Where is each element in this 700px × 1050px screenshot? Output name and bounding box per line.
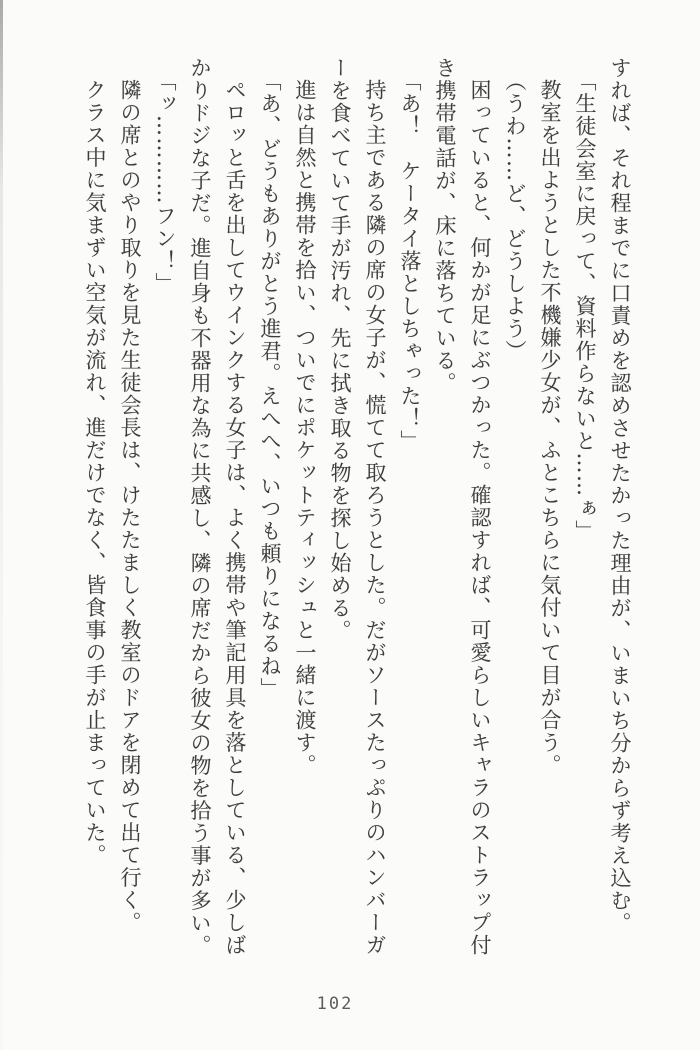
thought-line: （うわ……ど、どうしよう）	[503, 70, 527, 363]
paragraph-line: クラス中に気まずい空気が流れ、進だけでなく、皆食事の手が止まっていた。	[83, 79, 107, 867]
paragraph-line: 困っていると、何かが足にぶつかった。確認すれば、可愛らしいキャラのストラップ付き携帯電話が、床に落ちている。	[433, 57, 492, 957]
paragraph-line: すれば、それ程までに口責めを認めさせたかった理由が、いまいち分からず考え込む。	[608, 57, 632, 935]
paragraph-line: ペロッと舌を出してウインクする女子は、よく携帯や筆記用具を落としている、少しばかりドジな子だ。進自身も不器用な為に共感し、隣の席だから彼女の物を拾う事が多い。	[188, 57, 247, 957]
page-number: 102	[316, 994, 354, 1014]
scan-edge-shadow	[0, 0, 3, 1050]
dialogue-line: 「生徒会室に戻って、資料作らないと……ぁ」	[573, 70, 597, 543]
novel-text-block	[74, 57, 637, 957]
paragraph-line: 持ち主である隣の席の女子が、慌てて取ろうとした。だがソースたっぷりのハンバーガーを食べていて手が汚れ、先に拭き取る物を探し始める。	[328, 57, 387, 957]
dialogue-line: 「あ、どうもありがとう進君。えへへ、いつも頼りになるね」	[258, 70, 282, 700]
paragraph-line: 隣の席とのやり取りを見た生徒会長は、けたたましく教室のドアを閉めて出て行く。	[118, 79, 142, 934]
paragraph-line: 進は自然と携帯を拾い、ついでにポケットティッシュと一緒に渡す。	[293, 79, 317, 777]
paragraph-line: 教室を出ようとした不機嫌少女が、ふとこちらに気付いて目が合う。	[538, 79, 562, 777]
dialogue-line: 「ッ…………フン！」	[153, 70, 177, 295]
dialogue-line: 「あ！ ケータイ落としちゃった！」	[398, 70, 422, 453]
